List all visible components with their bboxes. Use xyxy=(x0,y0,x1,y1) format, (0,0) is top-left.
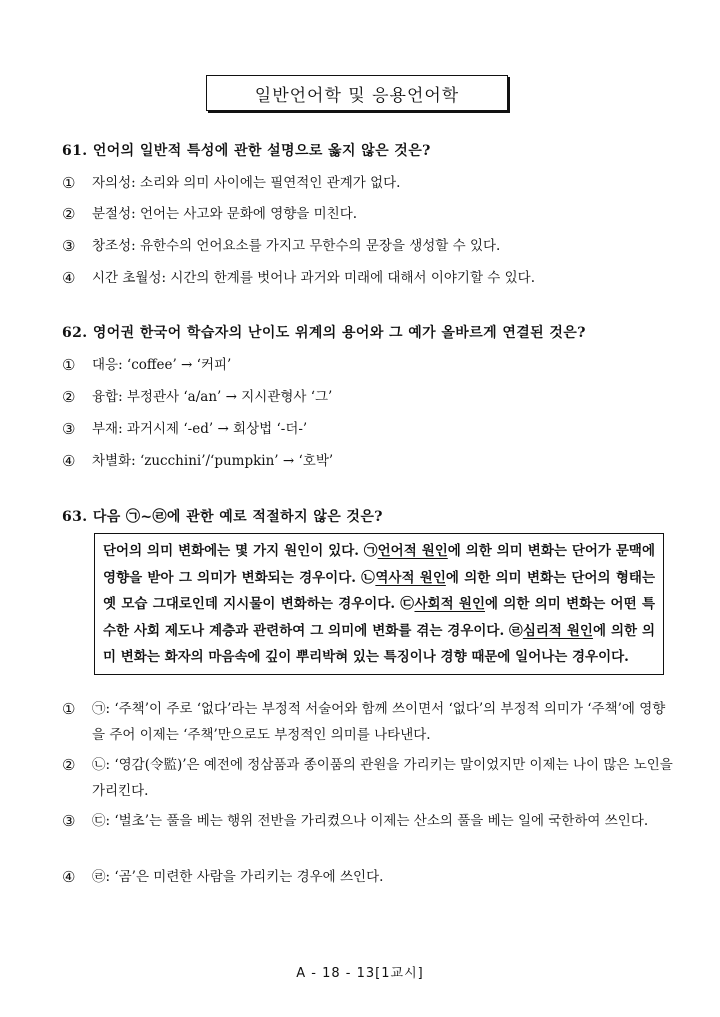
passage-text: 에 의한 의미 변화는 단어의 형태는 옛 모습 그대로인데 지시물이 변화하는 경우이다. ㉢ xyxy=(103,569,655,612)
option-text: 부재: 과거시제 ‘-ed’ → 회상법 ‘-더-’ xyxy=(92,421,308,437)
question-62-option-2 xyxy=(62,384,674,410)
option-number: ③ xyxy=(62,812,76,830)
question-63-option-2 xyxy=(62,752,674,804)
option-text: 자의성: 소리와 의미 사이에는 필연적인 관계가 없다. xyxy=(92,175,401,191)
passage-text: 에 의한 의미 변화는 화자의 마음속에 깊이 뿌리박혀 있는 특징이나 경향 때문에 일어나는 경우이다. xyxy=(103,622,655,665)
question-62-option-4 xyxy=(62,448,674,474)
option-number: ③ xyxy=(62,237,76,255)
option-text: 분절성: 언어는 사고와 문화에 영향을 미친다. xyxy=(92,206,358,222)
passage-text: 에 의한 의미 변화는 단어가 문맥에 영향을 받아 그 의미가 변화되는 경우이다. ㉡ xyxy=(103,543,656,586)
passage-text: 단어의 의미 변화에는 몇 가지 원인이 있다. ㉠ xyxy=(103,543,378,559)
question-63-option-3 xyxy=(62,808,674,834)
page-footer: A - 18 - 13[1교시] xyxy=(296,966,424,981)
question-62-option-1 xyxy=(62,352,674,378)
question-61-stem: 61. 언어의 일반적 특성에 관한 설명으로 옳지 않은 것은? xyxy=(62,143,431,159)
question-62-stem: 62. 영어권 한국어 학습자의 난이도 위계의 용어와 그 예가 올바르게 연결된 것은? xyxy=(62,325,586,341)
option-number: ② xyxy=(62,205,76,223)
option-text: ㉢: ‘벌초’는 풀을 베는 행위 전반을 가리켰으나 이제는 산소의 풀을 베는 일에 국한하여 쓰인다. xyxy=(92,813,649,829)
section-title: 일반언어학 및 응용언어학 xyxy=(206,75,508,111)
question-63-option-4 xyxy=(62,864,674,890)
option-number: ① xyxy=(62,700,76,718)
question-61-option-1 xyxy=(62,170,674,196)
option-text: 융합: 부정관사 ‘a/an’ → 지시관형사 ‘그’ xyxy=(92,389,333,405)
passage-term: 사회적 원인 xyxy=(414,596,485,612)
option-text: 차별화: ‘zucchini’/‘pumpkin’ → ‘호박’ xyxy=(92,453,334,469)
passage-term: 역사적 원인 xyxy=(375,569,446,586)
option-text: ㉡: ‘영감(令監)’은 예전에 정삼품과 종이품의 관원을 가리키는 말이었지만 이제는 나이 많은 노인을 가리킨다. xyxy=(92,757,673,799)
question-63-passage xyxy=(94,533,664,675)
option-number: ④ xyxy=(62,269,76,287)
option-text: 시간 초월성: 시간의 한계를 벗어나 과거와 미래에 대해서 이야기할 수 있다. xyxy=(92,270,535,286)
option-text: 대응: ‘coffee’ → ‘커피’ xyxy=(92,357,232,373)
question-61-option-3 xyxy=(62,233,674,259)
passage-text: 에 의한 의미 변화는 어떤 특수한 사회 제도나 계층과 관련하여 그 의미에 변화를 겪는 경우이다. ㉣ xyxy=(103,596,655,639)
option-number: ④ xyxy=(62,452,76,470)
option-number: ② xyxy=(62,756,76,774)
passage-term: 언어적 원인 xyxy=(377,543,448,559)
option-text: 창조성: 유한수의 언어요소를 가지고 무한수의 문장을 생성할 수 있다. xyxy=(92,238,501,254)
option-number: ② xyxy=(62,388,76,406)
question-63-stem: 63. 다음 ㉠~㉣에 관한 예로 적절하지 않은 것은? xyxy=(62,509,383,525)
passage-term: 심리적 원인 xyxy=(522,622,593,639)
option-number: ① xyxy=(62,174,76,192)
question-63-option-1 xyxy=(62,696,674,748)
option-number: ④ xyxy=(62,868,76,886)
option-number: ① xyxy=(62,356,76,374)
question-62-option-3 xyxy=(62,416,674,442)
question-61-option-2 xyxy=(62,201,674,227)
question-61-option-4 xyxy=(62,265,674,291)
option-text: ㉣: ‘곰’은 미련한 사람을 가리키는 경우에 쓰인다. xyxy=(92,869,384,885)
option-number: ③ xyxy=(62,420,76,438)
option-text: ㉠: ‘주책’이 주로 ‘없다’라는 부정적 서술어와 함께 쓰이면서 ‘없다’의 부정적 의미가 ‘주책’에 영향을 주어 이제는 ‘주책’만으로도 부정적인 의미를 나타낸다. xyxy=(92,701,666,743)
